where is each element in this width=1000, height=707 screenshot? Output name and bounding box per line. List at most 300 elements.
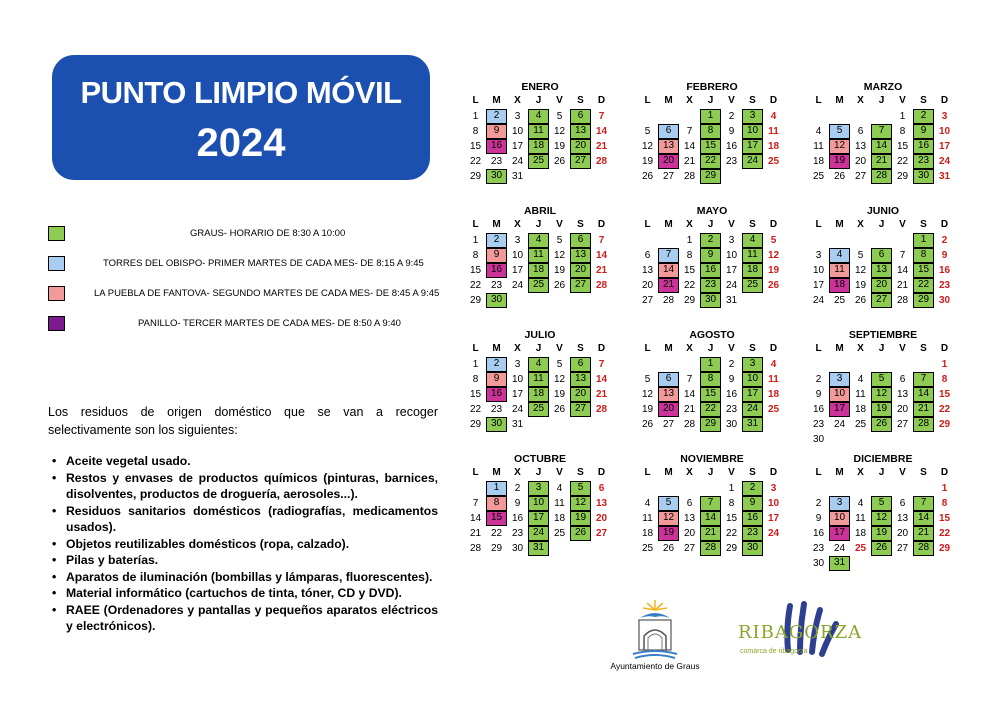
calendar-day: 3 [742,109,763,124]
weekday-header: V [728,343,735,354]
month-julio [465,328,615,430]
month-name: AGOSTO [689,329,735,341]
weekday-header: S [920,95,927,106]
calendar-day: 1 [472,235,479,246]
calendar-day: 17 [829,526,850,541]
calendar-day: 5 [570,481,591,496]
calendar-day: 9 [486,124,507,139]
weekday-header: L [815,95,822,106]
calendar-day: 24 [812,295,825,306]
month-name: NOVIEMBRE [680,453,744,465]
calendar-day: 19 [767,265,780,276]
calendar-day: 9 [514,498,521,509]
calendar-day: 7 [700,496,721,511]
calendar-day: 28 [913,417,934,432]
month-name: SEPTIEMBRE [848,329,918,341]
calendar-day: 27 [595,528,608,539]
calendar-day: 14 [871,139,892,154]
calendar-day: 27 [871,293,892,308]
intro-paragraph: Los residuos de origen doméstico que se van a recoger selectivamente son los siguientes: [48,405,438,437]
calendar-day: 6 [686,498,693,509]
calendar-day: 1 [472,359,479,370]
calendar-day: 22 [700,154,721,169]
weekday-header: X [514,95,521,106]
weekday-header: M [835,467,844,478]
weekday-header: D [769,343,778,354]
month-name: MAYO [696,205,728,217]
calendar-day: 18 [528,263,549,278]
calendar-day: 5 [556,359,563,370]
calendar-day: 17 [511,141,524,152]
weekday-header: D [940,219,949,230]
calendar-day: 2 [913,109,934,124]
calendar-day: 6 [857,126,864,137]
calendar-day: 29 [938,543,951,554]
calendar-day: 29 [896,171,909,182]
calendar-day: 18 [528,139,549,154]
calendar-day: 27 [854,171,867,182]
month-octubre [465,452,615,554]
calendar-day: 26 [553,280,566,291]
calendar-day: 21 [913,526,934,541]
list-item: • Pilas y baterías. [66,552,438,569]
calendar-day: 6 [871,248,892,263]
calendar-day: 13 [570,124,591,139]
calendar-day: 17 [938,141,951,152]
calendar-day: 24 [742,154,763,169]
calendar-day: 23 [490,156,503,167]
calendar-day: 6 [658,124,679,139]
month-mayo [637,204,787,306]
weekday-header: J [707,467,714,478]
calendar-day: 1 [686,235,693,246]
calendar-day: 20 [658,154,679,169]
calendar-day: 28 [595,280,608,291]
calendar-day: 5 [556,111,563,122]
calendar-day: 23 [490,280,503,291]
calendar-day: 29 [913,293,934,308]
weekday-header: V [899,219,906,230]
calendar-day: 13 [683,513,696,524]
list-item: • Residuos sanitarios domésticos (radiografías, medicamentos usados). [66,503,438,536]
calendar-day: 26 [871,417,892,432]
calendar-day: 28 [913,541,934,556]
weekday-header: X [857,95,864,106]
weekday-header: M [664,95,673,106]
calendar-day: 21 [658,278,679,293]
weekday-header: J [535,95,542,106]
calendar-day: 9 [486,372,507,387]
title-banner [52,55,430,180]
calendar-day: 1 [486,481,507,496]
calendar-day: 31 [742,417,763,432]
calendar-day: 16 [486,387,507,402]
calendar-day: 17 [812,280,825,291]
calendar-day: 5 [644,126,651,137]
weekday-header: L [644,467,651,478]
month-marzo [808,80,958,182]
legend-label: TORRES DEL OBISPO- PRIMER MARTES DE CADA MES- DE 8:15 A 9:45 [103,258,424,269]
calendar-day: 6 [570,233,591,248]
calendar-day: 28 [595,156,608,167]
calendar-day: 26 [662,543,675,554]
list-item: • Aparatos de iluminación (bombillas y lámparas, fluorescentes). [66,569,438,586]
calendar-day: 26 [854,295,867,306]
weekday-header: X [857,343,864,354]
calendar-day: 2 [941,235,948,246]
weekday-header: J [878,343,885,354]
calendar-day: 10 [511,250,524,261]
calendar-day: 13 [871,263,892,278]
calendar-day: 15 [469,141,482,152]
legend-swatch-purple [48,316,65,331]
graus-emblem-icon [600,598,710,660]
calendar-day: 15 [725,513,738,524]
weekday-header: X [686,343,693,354]
month-abril [465,204,615,306]
calendar-day: 27 [570,154,591,169]
month-name: MARZO [863,81,903,93]
calendar-day: 11 [813,141,824,152]
calendar-day: 25 [833,295,846,306]
calendar-day: 12 [570,496,591,511]
calendar-day: 16 [700,263,721,278]
calendar-day: 6 [598,483,605,494]
calendar-day: 2 [728,359,735,370]
calendar-day: 18 [767,141,780,152]
graus-logo [600,598,710,676]
calendar-day: 14 [896,265,909,276]
calendar-day: 17 [767,513,780,524]
weekday-header: D [597,343,606,354]
calendar-day: 8 [686,250,693,261]
weekday-header: S [577,95,584,106]
graus-logo-caption: Ayuntamiento de Graus [610,661,700,671]
calendar-day: 1 [899,111,906,122]
calendar-day: 21 [469,528,482,539]
calendar-day: 19 [854,280,867,291]
calendar-day: 11 [528,124,549,139]
calendar-day: 14 [683,389,696,400]
calendar-day: 1 [913,233,934,248]
weekday-header: S [749,467,756,478]
calendar-day: 22 [683,280,696,291]
calendar-day: 29 [469,295,482,306]
calendar-day: 10 [742,124,763,139]
weekday-header: V [899,95,906,106]
calendar-day: 16 [913,139,934,154]
weekday-header: L [644,219,651,230]
calendar-day: 8 [899,126,906,137]
weekday-header: S [749,219,756,230]
calendar-day: 2 [700,233,721,248]
calendar-day: 1 [472,111,479,122]
calendar-day: 9 [815,389,822,400]
calendar-day: 12 [553,250,566,261]
weekday-header: L [472,95,479,106]
weekday-header: D [940,95,949,106]
calendar-day: 2 [514,483,521,494]
weekday-header: X [857,219,864,230]
calendar-day: 24 [511,404,524,415]
calendar-day: 14 [595,126,608,137]
calendar-day: 11 [528,372,549,387]
calendar-day: 16 [725,389,738,400]
calendar-day: 24 [767,528,780,539]
calendar-day: 14 [700,511,721,526]
calendar-day: 24 [833,419,846,430]
weekday-header: S [749,343,756,354]
weekday-header: L [472,343,479,354]
calendar-day: 14 [913,387,934,402]
month-name: ABRIL [523,205,557,217]
calendar-day: 1 [700,357,721,372]
calendar-day: 9 [941,250,948,261]
calendar-day: 24 [938,156,951,167]
calendar-day: 19 [553,265,566,276]
calendar-day: 23 [812,419,825,430]
calendar-day: 7 [686,126,693,137]
calendar-day: 25 [553,528,566,539]
calendar-day: 23 [812,543,825,554]
legend-swatch-green [48,226,65,241]
calendar-day: 8 [472,374,479,385]
calendar-day: 27 [896,419,909,430]
calendar-day: 13 [570,372,591,387]
calendar-day: 27 [896,543,909,554]
calendar-day: 4 [815,126,822,137]
calendar-day: 23 [913,154,934,169]
weekday-header: S [920,467,927,478]
calendar-day: 8 [472,250,479,261]
list-item: • Objetos reutilizables domésticos (ropa, calzado). [66,536,438,553]
calendar-day: 17 [742,139,763,154]
calendar-day: 7 [472,498,479,509]
calendar-day: 13 [595,498,608,509]
weekday-header: M [492,467,501,478]
calendar-day: 21 [683,404,696,415]
weekday-header: S [577,467,584,478]
calendar-day: 30 [486,293,507,308]
calendar-day: 12 [854,265,867,276]
calendar-day: 20 [641,280,654,291]
calendar-day: 19 [658,526,679,541]
month-name: DICIEMBRE [853,453,913,465]
weekday-header: J [707,95,714,106]
weekday-header: M [492,95,501,106]
calendar-day: 5 [556,235,563,246]
calendar-day: 11 [554,498,565,509]
calendar-day: 22 [490,528,503,539]
calendar-day: 27 [683,543,696,554]
calendar-day: 3 [742,357,763,372]
weekday-header: D [769,219,778,230]
calendar-day: 12 [641,141,654,152]
calendar-day: 15 [913,263,934,278]
calendar-day: 20 [570,387,591,402]
calendar-day: 31 [528,541,549,556]
calendar-day: 17 [511,265,524,276]
calendar-day: 26 [553,404,566,415]
calendar-day: 25 [854,419,867,430]
month-junio [808,204,958,306]
weekday-header: M [492,219,501,230]
calendar-day: 31 [938,171,951,182]
calendar-day: 10 [511,126,524,137]
calendar-day: 29 [938,419,951,430]
calendar-day: 11 [829,263,850,278]
calendar-day: 3 [514,111,521,122]
calendar-day: 20 [570,139,591,154]
calendar-day: 3 [770,483,777,494]
calendar-day: 24 [511,280,524,291]
calendar-day: 12 [829,139,850,154]
calendar-day: 26 [570,526,591,541]
calendar-day: 19 [871,526,892,541]
weekday-header: L [815,467,822,478]
calendar-day: 3 [815,250,822,261]
calendar-day: 8 [941,498,948,509]
calendar-day: 27 [641,295,654,306]
month-enero [465,80,615,182]
calendar-day: 30 [742,541,763,556]
calendar-day: 21 [595,141,608,152]
calendar-day: 7 [913,496,934,511]
calendar-day: 2 [486,233,507,248]
calendar-day: 20 [683,528,696,539]
weekday-header: J [707,343,714,354]
weekday-header: V [728,467,735,478]
weekday-header: X [857,467,864,478]
calendar-day: 14 [469,513,482,524]
calendar-day: 8 [913,248,934,263]
calendar-day: 31 [511,171,524,182]
weekday-header: V [899,467,906,478]
calendar-day: 11 [768,374,779,385]
calendar-day: 4 [528,357,549,372]
weekday-header: J [878,467,885,478]
weekday-header: S [577,343,584,354]
weekday-header: V [899,343,906,354]
calendar-day: 2 [742,481,763,496]
calendar-day: 9 [742,496,763,511]
calendar-day: 7 [598,359,605,370]
weekday-header: D [597,95,606,106]
calendar-day: 27 [570,402,591,417]
calendar-day: 22 [938,404,951,415]
calendar-day: 21 [595,265,608,276]
calendar-day: 16 [511,513,524,524]
calendar-day: 14 [658,263,679,278]
calendar-day: 28 [871,169,892,184]
calendar-day: 7 [598,235,605,246]
calendar-day: 6 [570,357,591,372]
calendar-day: 18 [829,278,850,293]
calendar-day: 10 [829,511,850,526]
calendar-day: 10 [767,498,780,509]
month-name: ENERO [521,81,559,93]
calendar-day: 6 [570,109,591,124]
weekday-header: D [597,219,606,230]
calendar-day: 30 [812,558,825,569]
calendar-day: 2 [486,109,507,124]
calendar-day: 24 [833,543,846,554]
calendar-day: 3 [528,481,549,496]
calendar-day: 4 [644,498,651,509]
month-name: FEBRERO [686,81,738,93]
calendar-day: 26 [833,171,846,182]
month-noviembre [637,452,787,554]
calendar-day: 26 [871,541,892,556]
calendar-day: 29 [469,419,482,430]
calendar-day: 24 [511,156,524,167]
calendar-day: 19 [871,402,892,417]
calendar-day: 12 [553,126,566,137]
weekday-header: L [815,219,822,230]
month-diciembre [808,452,958,569]
calendar-day: 22 [913,278,934,293]
weekday-header: X [686,95,693,106]
calendar-day: 30 [486,169,507,184]
ribagorza-wordmark: RIBAGORZA [738,622,863,643]
weekday-header: J [535,219,542,230]
month-name: JULIO [524,329,556,341]
month-name: JUNIO [866,205,900,217]
calendar-day: 26 [641,419,654,430]
calendar-day: 5 [871,496,892,511]
weekday-header: V [556,95,563,106]
calendar-day: 18 [854,404,867,415]
calendar-day: 23 [700,278,721,293]
weekday-header: J [878,95,885,106]
calendar-day: 1 [941,483,948,494]
calendar-day: 9 [913,124,934,139]
calendar-day: 15 [700,139,721,154]
calendar-day: 17 [528,511,549,526]
legend-label: PANILLO- TERCER MARTES DE CADA MES- DE 8:50 A 9:40 [138,318,401,329]
calendar-day: 6 [644,250,651,261]
calendar-day: 13 [658,387,679,402]
calendar-day: 1 [728,483,735,494]
calendar-day: 21 [871,154,892,169]
calendar-day: 12 [767,250,780,261]
calendar-day: 2 [728,111,735,122]
calendar-day: 22 [700,402,721,417]
weekday-header: M [835,343,844,354]
calendar-day: 30 [812,434,825,445]
calendar-day: 7 [913,372,934,387]
month-septiembre [808,328,958,445]
calendar-day: 13 [570,248,591,263]
calendar-day: 1 [700,109,721,124]
page-title: PUNTO LIMPIO MÓVIL [80,75,402,110]
calendar-day: 8 [472,126,479,137]
calendar-day: 16 [725,141,738,152]
calendar-day: 18 [854,528,867,539]
calendar-day: 15 [683,265,696,276]
calendar-day: 22 [469,280,482,291]
calendar-day: 23 [742,526,763,541]
weekday-header: X [686,219,693,230]
intro-text [48,403,438,439]
calendar-day: 23 [490,404,503,415]
calendar-day: 2 [486,357,507,372]
list-item: • Restos y envases de productos químicos (pinturas, barnices, disolventes, productos de droguería, aerosoles...). [66,470,438,503]
calendar-day: 26 [553,156,566,167]
weekday-header: M [492,343,501,354]
calendar-day: 12 [641,389,654,400]
calendar-day: 12 [658,511,679,526]
